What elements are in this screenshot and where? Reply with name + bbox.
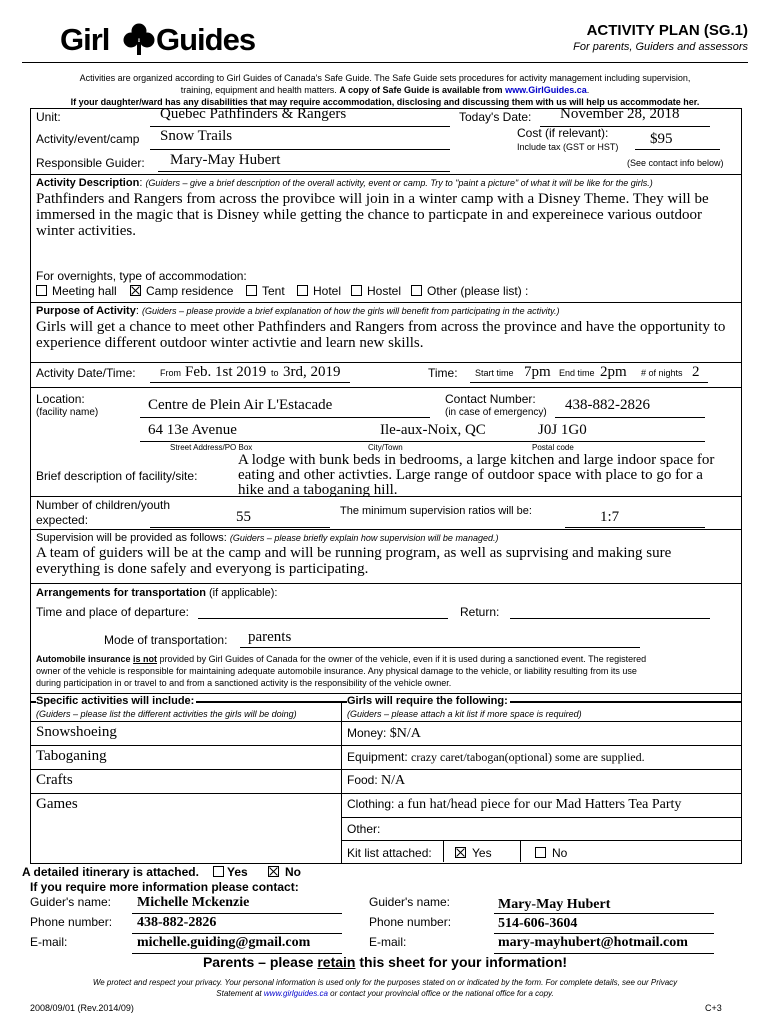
street-value[interactable]: 64 13e Avenue [148,422,237,438]
supervision-text[interactable]: A team of guiders will be at the camp and will be running program, as well as suprvising and making sure everything is done safely and everyong is participating. [36,545,672,577]
left-email-label: E-mail: [30,935,68,949]
postal-value[interactable]: J0J 1G0 [538,422,587,438]
left-phone-value[interactable]: 438-882-2826 [137,915,217,930]
purpose-heading: Purpose of Activity: (Guiders – please provide a brief explanation of how the girls will benefit from participating in the activity.) [36,305,560,317]
guider-note: (See contact info below) [627,158,724,168]
page-code: C+3 [705,1003,722,1013]
intro-line-3: If your daughter/ward has any disabilities that may require accommodation, disclosing and discussing them with us will help us accommodate her. [70,97,700,107]
activities-title: Specific activities will include: [36,695,195,707]
checkbox-kit-no[interactable] [535,847,546,858]
activity-item-4[interactable]: Games [36,796,78,812]
checkbox-hotel[interactable] [297,285,308,296]
requirements-hint: (Guiders – please attach a kit list if more space is required) [347,709,582,719]
mode-label: Mode of transportation: [104,633,228,647]
supervision-heading: Supervision will be provided as follows: (Guiders – please briefly explain how supervision will be managed.) [36,532,499,544]
clothing-value[interactable]: a fun hat/head piece for our Mad Hatters Tea Party [397,797,682,812]
activity-item-3[interactable]: Crafts [36,772,73,788]
guider-label: Responsible Guider: [36,156,145,170]
city-label: City/Town [368,443,403,452]
intro-line-1: Activities are organized according to Girl Guides of Canada's Safe Guide. The Safe Guide sets procedures for activity management including supervision, [79,73,691,83]
purpose-text[interactable]: Girls will get a chance to meet other Pathfinders and Rangers from across the province and have the opportunity to experience different outdoor winter activtie and learn new skills. [36,319,726,351]
start-label: Start time [475,368,514,378]
privacy-link[interactable]: www.girlguides.ca [263,989,328,998]
version: 2008/09/01 (Rev.2014/09) [30,1003,134,1013]
to-value[interactable]: 3rd, 2019 [283,364,341,380]
left-guider-name[interactable]: Michelle Mckenzie [137,895,250,910]
cost-value[interactable]: $95 [650,131,673,147]
datetime-label: Activity Date/Time: [36,366,136,380]
equipment-value[interactable]: crazy caret/tabogan(optional) some are supplied. [411,750,645,764]
checkbox-itinerary-no[interactable] [268,866,279,877]
facility-label: Brief description of facility/site: [36,469,198,483]
checkbox-kit-yes[interactable] [455,847,466,858]
ratio-value[interactable]: 1:7 [600,509,620,525]
header-rule [22,62,748,63]
kit-yes-label: Yes [472,846,492,860]
other-label: Other: [347,822,381,836]
location-sublabel: (facility name) [36,407,99,418]
mode-value[interactable]: parents [248,629,292,645]
contact-value[interactable]: 438-882-2826 [565,397,650,413]
logo-text-right: Guides [156,22,256,57]
contact-label: Contact Number: [445,392,536,406]
money-value[interactable]: $N/A [389,726,421,741]
description-heading: Activity Description: (Guiders – give a brief description of the overall activity, event or camp. Try to "paint a picture" of what it will be like for the girls.) [36,177,653,189]
left-email-value[interactable]: michelle.guiding@gmail.com [137,935,311,950]
time-label: Time: [428,366,458,380]
activity-value[interactable]: Snow Trails [160,128,233,144]
cost-label: Cost (if relevant): [517,126,609,140]
city-value[interactable]: Ile-aux-Noix, QC [380,422,486,438]
intro-text [22,72,748,108]
activity-item-1[interactable]: Snowshoeing [36,724,117,740]
activity-item-2[interactable]: Taboganing [36,748,107,764]
accommodation-options: Meeting hall Camp residence Tent Hotel Hostel Other (please list) : [36,284,536,300]
right-name-label: Guider's name: [369,895,450,909]
to-label: to [271,368,279,378]
trefoil-icon [122,22,156,56]
activity-label: Activity/event/camp [36,132,140,146]
nights-value[interactable]: 2 [692,364,700,380]
retain-notice: Parents – please retain this sheet for your information! [202,954,568,970]
insurance-notice: Automobile insurance is not provided by Girl Guides of Canada for the owner of the vehicle, even if it is used during a sanctioned event. The registered owner of the vehicle is responsible for maintaining adequate automobile insurance. Any physical damage to the vehicle, or liability resulting from its use during participation in or travel to and from a sanctioned activity is the responsibility of the vehicle owner. [36,654,647,688]
privacy-statement: We protect and respect your privacy. Your personal information is used only for the purposes stated on or indicated by the form. For complete details, see our Privacy Statement at www.girlguides.ca or contact your provincial office or the national office for a copy. [92,978,678,998]
facility-text[interactable]: A lodge with bunk beds in bedrooms, a large kitchen and large indoor space for eating and other activties. Large range of outdoor space with place to go for a hike and a taboganing hill. [238,452,715,498]
unit-value[interactable]: Quebec Pathfinders & Rangers [160,106,347,122]
plan-subtitle: For parents, Guiders and assessors [573,41,748,53]
plan-title: ACTIVITY PLAN (SG.1) [586,22,748,39]
cost-note: Include tax (GST or HST) [517,142,619,152]
right-phone-value[interactable]: 514-606-3604 [498,916,578,931]
description-text[interactable]: Pathfinders and Rangers from across the provibce will join in a winter camp with a Disney Theme. They will be immersed in the magic that is Disney while getting the chance to particpate in and expereinece various outdoor winter activities. [36,191,709,239]
from-value[interactable]: Feb. 1st 2019 [185,364,267,380]
logo-text-left: Girl [60,22,110,57]
requirements-title: Girls will require the following: [347,695,508,707]
date-value[interactable]: November 28, 2018 [560,106,680,122]
checkbox-itinerary-yes[interactable] [213,866,224,877]
transport-heading: Arrangements for transportation (if applicable): [36,587,278,599]
girlguides-link[interactable]: www.GirlGuides.ca [505,85,587,95]
nights-label: # of nights [641,368,683,378]
right-phone-label: Phone number: [369,915,452,929]
food-value[interactable]: N/A [381,773,406,788]
right-email-value[interactable]: mary-mayhubert@hotmail.com [498,935,688,950]
children-value[interactable]: 55 [236,509,251,525]
food-row: Food: N/A [347,773,406,788]
left-phone-label: Phone number: [30,915,113,929]
right-guider-name[interactable]: Mary-May Hubert [498,897,611,912]
start-value[interactable]: 7pm [524,364,551,380]
right-email-label: E-mail: [369,935,407,949]
from-label: From [160,368,181,378]
checkbox-other[interactable] [411,285,422,296]
postal-label: Postal code [532,443,574,452]
checkbox-meeting-hall[interactable] [36,285,47,296]
unit-label: Unit: [36,110,61,124]
ratio-label: The minimum supervision ratios will be: [340,505,532,517]
children-label-2: expected: [36,513,89,527]
girl-guides-logo [60,20,256,60]
more-info: If you require more information please contact: [30,880,299,894]
kit-label: Kit list attached: [347,846,432,860]
location-label: Location: [36,392,85,406]
left-name-label: Guider's name: [30,895,111,909]
date-label: Today's Date: [459,110,532,124]
money-row: Money: $N/A [347,726,421,741]
children-label-1: Number of children/youth [36,498,171,512]
location-name[interactable]: Centre de Plein Air L'Estacade [148,397,333,413]
itinerary-row: A detailed itinerary is attached. Yes No [22,865,301,879]
end-value[interactable]: 2pm [600,364,627,380]
checkbox-tent[interactable] [246,285,257,296]
guider-value[interactable]: Mary-May Hubert [170,152,281,168]
intro-line-2: training, equipment and health matters. A copy of Safe Guide is available from www.GirlGuides.ca. [180,85,590,95]
clothing-row: Clothing: a fun hat/head piece for our Mad Hatters Tea Party [347,797,682,812]
street-label: Street Address/PO Box [170,443,253,452]
activities-hint: (Guiders – please list the different activities the girls will be doing) [36,709,297,719]
checkbox-camp-residence[interactable] [130,285,141,296]
equipment-row: Equipment: crazy caret/tabogan(optional) some are supplied. [347,750,645,764]
end-label: End time [559,368,595,378]
kit-no-label: No [552,846,568,860]
accommodation-label: For overnights, type of accommodation: [36,269,247,283]
return-label: Return: [460,605,500,619]
checkbox-hostel[interactable] [351,285,362,296]
departure-label: Time and place of departure: [36,605,189,619]
contact-sublabel: (in case of emergency) [445,407,547,418]
